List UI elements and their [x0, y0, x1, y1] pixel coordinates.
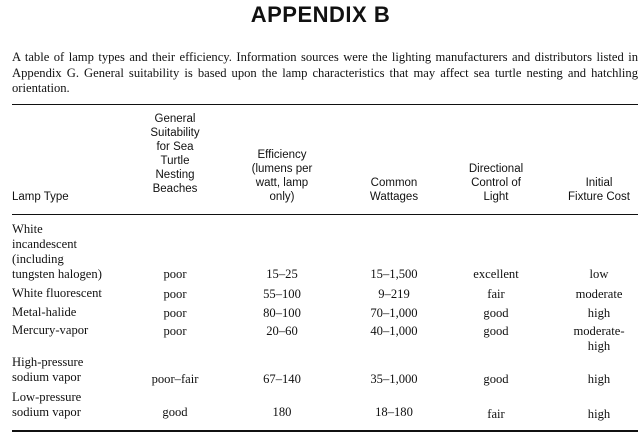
row-efficiency: 80–100	[263, 306, 301, 320]
row-lamp-type: High-pressure sodium vapor	[12, 355, 84, 384]
row-efficiency: 67–140	[263, 372, 301, 386]
row-fixture-cost: moderate- high	[573, 324, 625, 353]
row-directional-control: fair	[487, 287, 505, 301]
header-directional-control: Directional Control of Light	[468, 163, 524, 203]
row-fixture-cost: high	[587, 372, 611, 386]
header-efficiency: Efficiency (lumens per watt, lamp only)	[251, 149, 313, 203]
row-wattages: 18–180	[375, 405, 413, 419]
row-efficiency: 20–60	[266, 324, 298, 338]
table-top-rule	[12, 104, 638, 105]
page-title: APPENDIX B	[250, 2, 391, 27]
row-wattages: 70–1,000	[370, 306, 418, 320]
row-fixture-cost: high	[587, 407, 611, 421]
row-suitability: poor	[163, 306, 187, 320]
row-efficiency: 55–100	[263, 287, 301, 301]
row-lamp-type: Low-pressure sodium vapor	[12, 390, 82, 419]
header-bottom-rule	[12, 214, 638, 215]
row-lamp-type: Metal-halide	[12, 305, 77, 319]
header-lamp-type: Lamp Type	[12, 191, 69, 203]
row-directional-control: good	[483, 306, 509, 320]
row-directional-control: fair	[487, 407, 505, 421]
row-directional-control: good	[483, 324, 509, 338]
row-lamp-type: White incandescent (including tungsten halogen)	[12, 222, 102, 281]
header-general-suitability: General Suitability for Sea Turtle Nesting Beaches	[150, 113, 200, 195]
table-bottom-rule	[12, 430, 638, 432]
header-initial-fixture-cost: Initial Fixture Cost	[568, 177, 630, 203]
row-suitability: poor–fair	[151, 372, 199, 386]
row-suitability: good	[162, 405, 188, 419]
row-suitability: poor	[163, 267, 187, 281]
row-suitability: poor	[163, 324, 187, 338]
row-wattages: 35–1,000	[370, 372, 418, 386]
row-fixture-cost: high	[587, 306, 611, 320]
header-common-wattages: Common Wattages	[369, 177, 419, 203]
row-efficiency: 180	[272, 405, 292, 419]
row-lamp-type: Mercury-vapor	[12, 323, 89, 337]
row-wattages: 15–1,500	[370, 267, 418, 281]
row-efficiency: 15–25	[266, 267, 298, 281]
row-fixture-cost: moderate	[575, 287, 623, 301]
row-lamp-type: White fluorescent	[12, 286, 102, 300]
row-directional-control: good	[483, 372, 509, 386]
intro-paragraph: A table of lamp types and their efficiency. Information sources were the lighting manufacturers and distributors listed in Appendix G. General suitability is based upon the lamp characteristics that may affect sea turtle nesting and hatchling orientation.	[12, 50, 638, 95]
row-wattages: 9–219	[378, 287, 410, 301]
row-suitability: poor	[163, 287, 187, 301]
row-directional-control: excellent	[473, 267, 519, 281]
row-wattages: 40–1,000	[370, 324, 418, 338]
row-fixture-cost: low	[589, 267, 609, 281]
